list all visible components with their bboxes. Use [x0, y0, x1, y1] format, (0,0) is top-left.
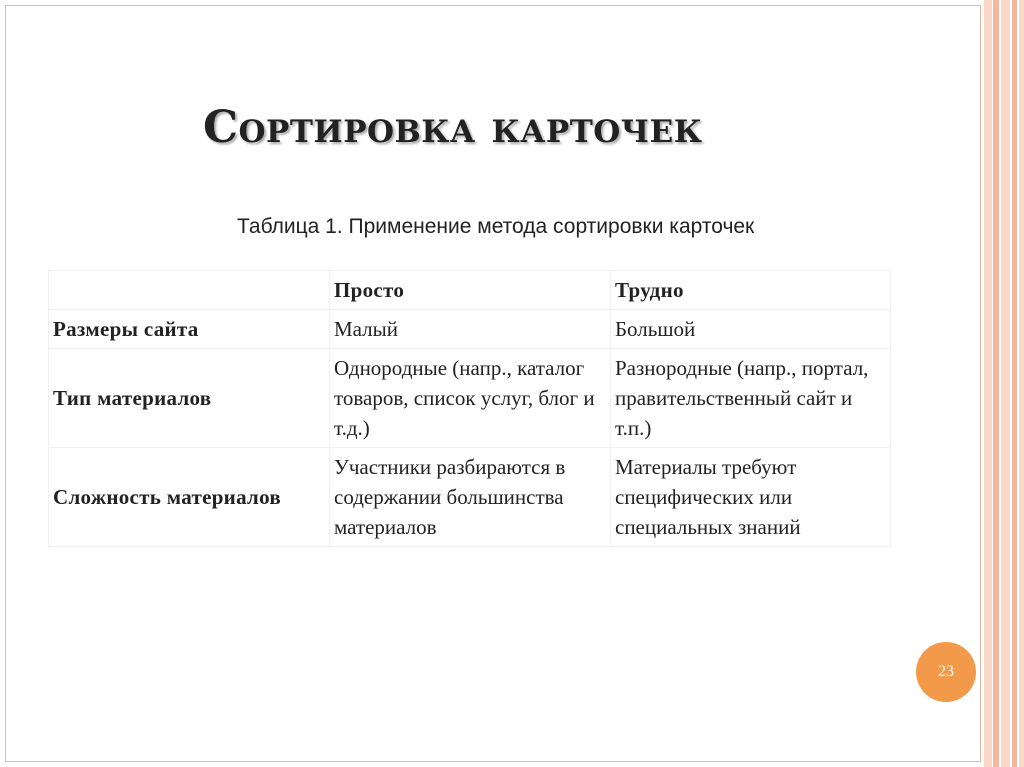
- row-label-material-complexity: Сложность материалов: [49, 448, 330, 547]
- stripe-3: [1001, 0, 1010, 767]
- table-row: [49, 349, 891, 448]
- comparison-table: [48, 270, 891, 547]
- cell-hard: Материалы требуют специфических или специальных знаний: [611, 448, 891, 547]
- cell-hard: Большой: [611, 310, 891, 349]
- stripe-5: [1019, 0, 1024, 767]
- table-row: [49, 448, 891, 547]
- header-cell-empty: [49, 271, 330, 310]
- stripe-1: [984, 0, 992, 767]
- table-header-row: [49, 271, 891, 310]
- cell-hard: Разнородные (напр., портал, правительственный сайт и т.п.): [611, 349, 891, 448]
- header-cell-easy: Просто: [330, 271, 611, 310]
- cell-easy: Однородные (напр., каталог товаров, список услуг, блог и т.д.): [330, 349, 611, 448]
- table-caption: Таблица 1. Применение метода сортировки карточек: [237, 215, 755, 238]
- stripe-2: [993, 0, 999, 767]
- row-label-site-size: Размеры сайта: [49, 310, 330, 349]
- slide-title: Сортировка карточек: [203, 102, 703, 153]
- cell-easy: Малый: [330, 310, 611, 349]
- cell-easy: Участники разбираются в содержании большинства материалов: [330, 448, 611, 547]
- stripe-4: [1012, 0, 1017, 767]
- row-label-material-type: Тип материалов: [49, 349, 330, 448]
- decorative-stripes: [984, 0, 1024, 767]
- table-row: [49, 310, 891, 349]
- header-cell-hard: Трудно: [611, 271, 891, 310]
- page-number-badge: 23: [916, 642, 976, 702]
